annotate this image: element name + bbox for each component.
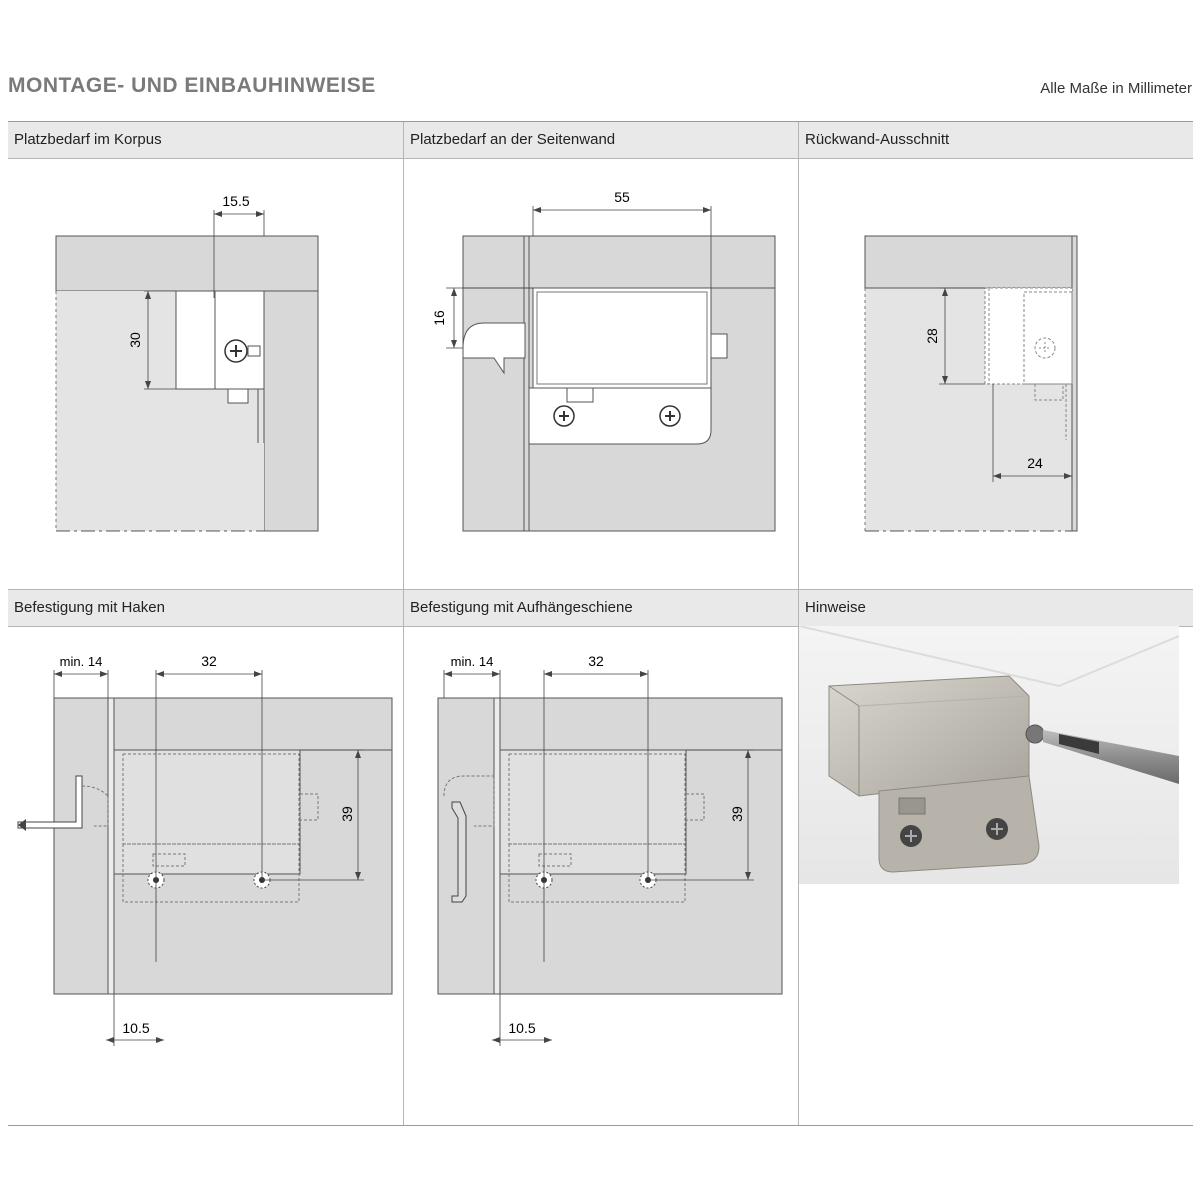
panel-schiene [404,589,799,1125]
dim-min-label: min. 14 [450,654,494,669]
dim-width-label: 24 [1027,455,1043,471]
hinweise-body [799,626,1193,1125]
panel-hinweise [799,589,1193,1125]
panel-header-haken: Befestigung mit Haken [8,590,403,627]
side-wall [264,291,318,531]
panel-header-rueckwand: Rückwand-Ausschnitt [799,122,1193,159]
product-photo [799,626,1179,884]
units-note: Alle Maße in Millimeter [1040,80,1192,97]
top-board [56,236,318,291]
panel-rueckwand [799,122,1193,589]
panel-header-seitenwand: Platzbedarf an der Seitenwand [404,122,798,159]
drawing-rueckwand [799,158,1193,589]
dim-min-label: min. 14 [59,654,103,669]
bracket-outline [114,750,300,874]
dim-height-label: 28 [924,328,940,344]
panel-header-korpus: Platzbedarf im Korpus [8,122,403,159]
drawing-seitenwand [404,158,798,589]
dim-spacing-label: 32 [588,653,604,669]
bracket-outline [500,750,686,874]
dim-width-label: 15.5 [222,193,250,209]
drawing-haken [8,626,403,1125]
dim-height-label: 30 [127,332,143,348]
dim-height-label: 16 [431,310,447,326]
dim-offset-label: 10.5 [122,1020,150,1036]
bracket-outline [985,288,1072,384]
dim-height-label: 39 [729,806,745,822]
dim-width-label: 55 [614,189,630,205]
bracket [533,288,711,388]
panel-header-hinweise: Hinweise [799,590,1193,627]
panel-haken [8,589,404,1125]
panel-header-schiene: Befestigung mit Aufhängeschiene [404,590,798,627]
drawing-korpus [8,158,403,589]
instruction-grid [8,121,1193,1126]
panel-korpus [8,122,404,589]
page-title: MONTAGE- UND EINBAUHINWEISE [8,74,376,97]
dim-spacing-label: 32 [201,653,217,669]
dim-height-label: 39 [339,806,355,822]
panel-seitenwand [404,122,799,589]
drawing-schiene [404,626,798,1125]
dim-offset-label: 10.5 [508,1020,536,1036]
